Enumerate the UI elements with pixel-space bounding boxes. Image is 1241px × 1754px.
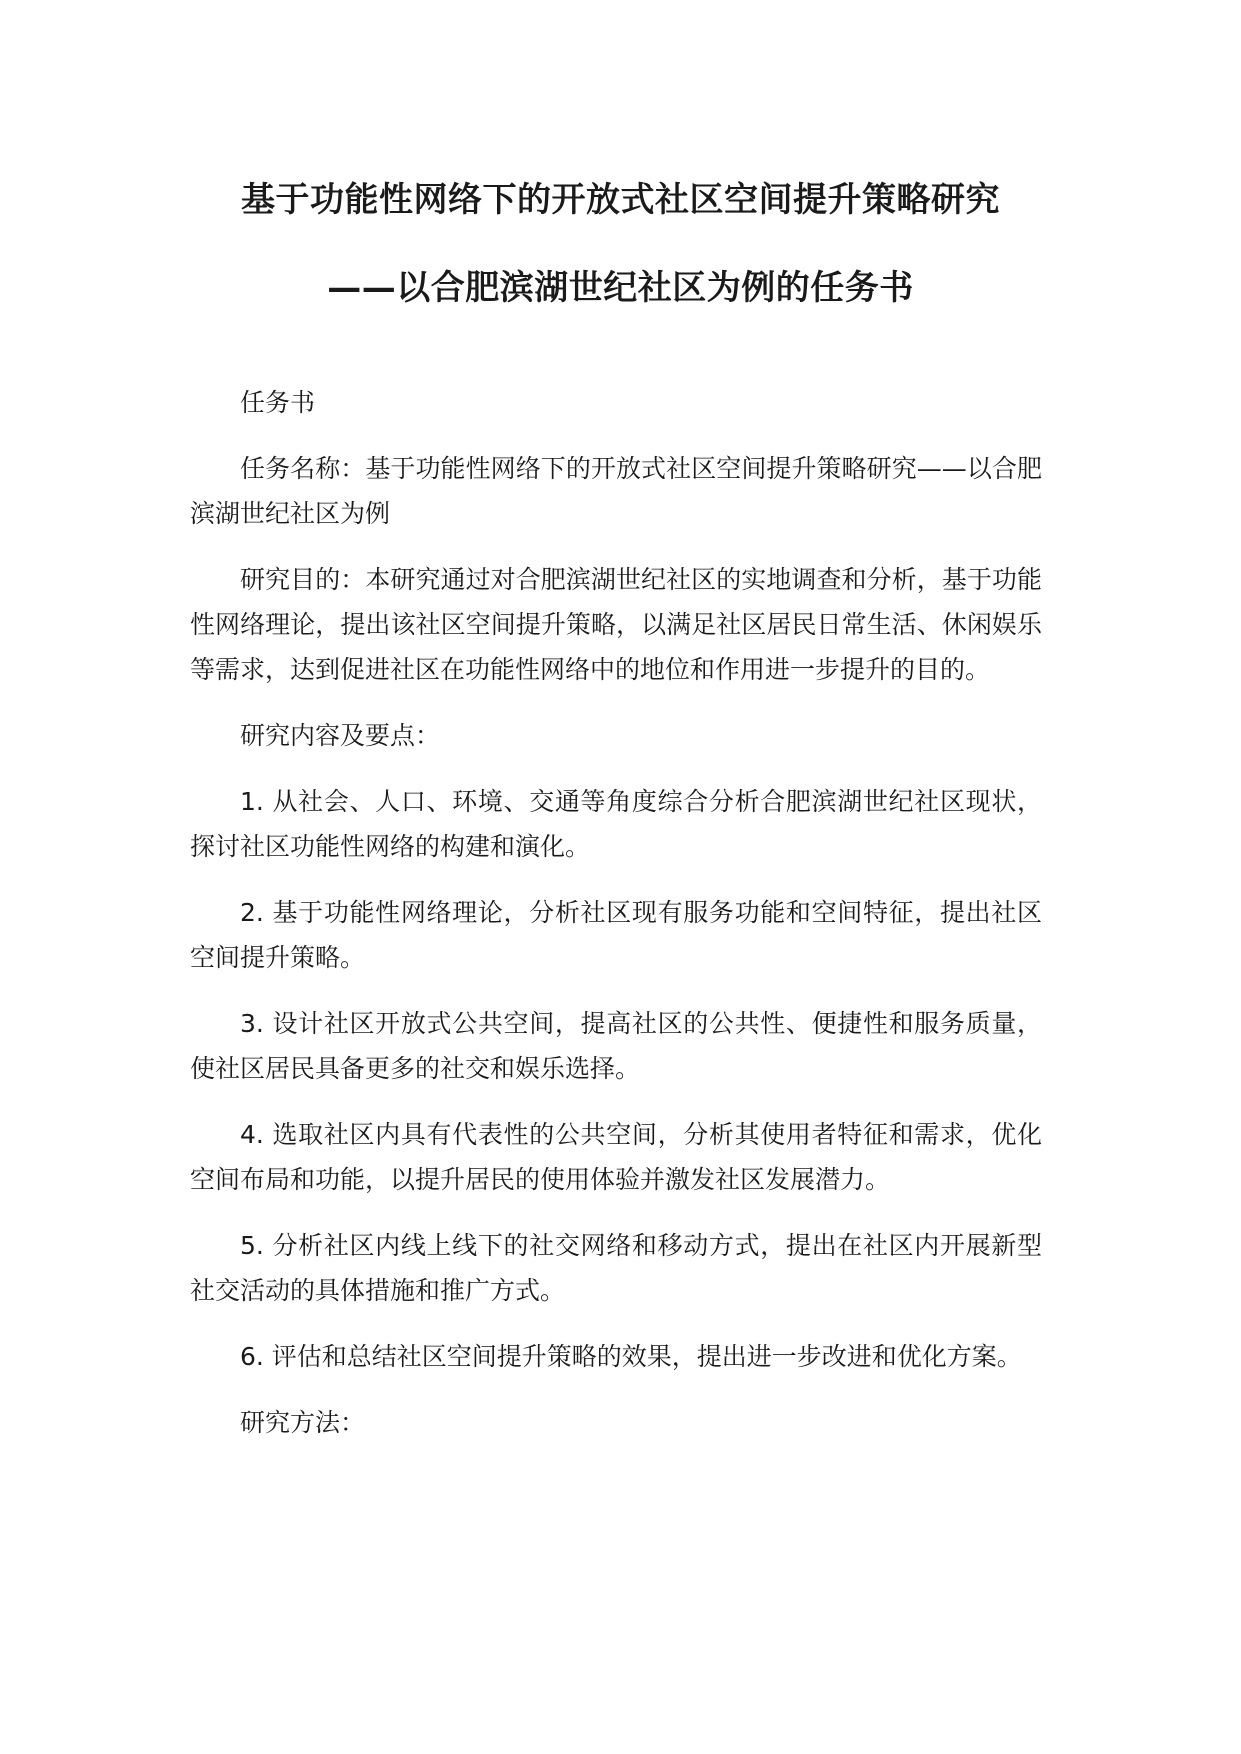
section-heading-task-book: 任务书	[240, 388, 316, 417]
content-item-4: 4. 选取社区内具有代表性的公共空间，分析其使用者特征和需求，优化空间布局和功能，以提升居民的使用体验并激发社区发展潜力。	[190, 1120, 1042, 1194]
title-line-1: 基于功能性网络下的开放式社区空间提升策略研究	[241, 180, 1000, 220]
research-purpose-paragraph: 研究目的：本研究通过对合肥滨湖世纪社区的实地调查和分析，基于功能性网络理论，提出该社区空间提升策略，以满足社区居民日常生活、休闲娱乐等需求，达到促进社区在功能性网络中的地位和作用进一步提升的目的。	[190, 565, 1042, 684]
content-item-5: 5. 分析社区内线上线下的社交网络和移动方式，提出在社区内开展新型社交活动的具体措施和推广方式。	[190, 1231, 1042, 1305]
research-content-heading: 研究内容及要点：	[240, 721, 441, 750]
document-title	[150, 176, 1091, 312]
research-method-heading: 研究方法：	[240, 1408, 366, 1437]
content-item-6: 6. 评估和总结社区空间提升策略的效果，提出进一步改进和优化方案。	[240, 1342, 1022, 1371]
content-item-3: 3. 设计社区开放式公共空间，提高社区的公共性、便捷性和服务质量，使社区居民具备更多的社交和娱乐选择。	[190, 1009, 1042, 1083]
content-item-1: 1. 从社会、人口、环境、交通等角度综合分析合肥滨湖世纪社区现状，探讨社区功能性网络的构建和演化。	[190, 787, 1042, 861]
content-item-2: 2. 基于功能性网络理论，分析社区现有服务功能和空间特征，提出社区空间提升策略。	[190, 898, 1042, 972]
document-body	[190, 380, 1042, 1466]
title-line-2: ——以合肥滨湖世纪社区为例的任务书	[327, 268, 914, 308]
task-name-paragraph: 任务名称：基于功能性网络下的开放式社区空间提升策略研究——以合肥滨湖世纪社区为例	[190, 454, 1042, 528]
